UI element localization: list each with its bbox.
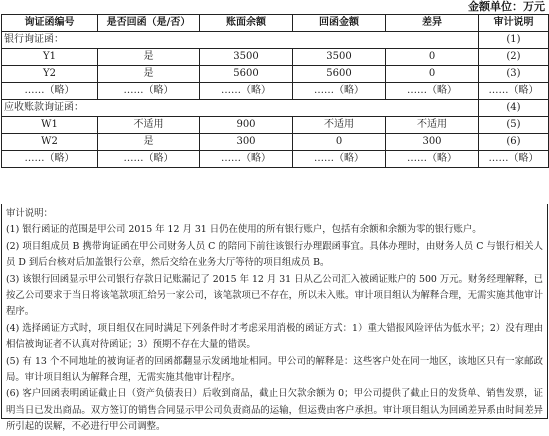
audit-note-item: (2) 项目组成员 B 携带询证函在甲公司财务人员 C 的陪同下前往该银行办理跟函事宜。具体办理时，由财务人员 C 与银行相关人员 D 到后台核对后加盖银行公章，然后交给在业务大厅等待的项目组成员 B。 xyxy=(6,240,543,269)
table-cell: 3500 xyxy=(200,49,293,66)
table-cell: Y2 xyxy=(2,66,98,83)
table-cell: ……（略） xyxy=(293,83,386,100)
table-cell: 0 xyxy=(386,49,479,66)
table-cell: ……（略） xyxy=(98,83,200,100)
table-cell: 5600 xyxy=(200,66,293,83)
section-note-bank: (1) xyxy=(479,32,549,49)
table-cell: 0 xyxy=(386,66,479,83)
table-cell: ……（略） xyxy=(293,151,386,168)
table-cell: ……（略） xyxy=(386,83,479,100)
table-row xyxy=(2,151,549,168)
table-cell: ……（略） xyxy=(200,151,293,168)
table-cell: ……（略） xyxy=(200,83,293,100)
table-row xyxy=(2,83,549,100)
table-cell: ……（略） xyxy=(386,151,479,168)
table-cell: 是 xyxy=(98,49,200,66)
section-label-bank: 银行询证函： xyxy=(2,32,479,49)
table-row xyxy=(2,49,549,66)
table-row xyxy=(2,66,549,83)
table-cell: 300 xyxy=(200,134,293,151)
table-cell: 是 xyxy=(98,134,200,151)
table-cell: W1 xyxy=(2,117,98,134)
header-difference: 差异 xyxy=(386,15,479,32)
audit-note-item: (3) 该银行回函显示甲公司银行存款日记账漏记了 2015 年 12 月 31 日从乙公司汇入被函证账户的 500 万元。财务经理解释，已按乙公司要求于当日将该笔款项汇给另一家公司，该笔款项已不存在，所以未入账。审计项目组认为解释合理，无需实施其他审计程序。 xyxy=(6,273,543,318)
table-cell: 是 xyxy=(98,66,200,83)
currency-unit-label: 金额单位：万元 xyxy=(468,0,545,13)
table-row xyxy=(2,117,549,134)
table-cell: 不适用 xyxy=(98,117,200,134)
table-row xyxy=(2,134,549,151)
table-header-row xyxy=(2,15,549,32)
table-cell: (6) xyxy=(479,134,549,151)
table-cell: (3) xyxy=(479,66,549,83)
table-cell: 0 xyxy=(293,134,386,151)
table-cell: (5) xyxy=(479,117,549,134)
table-cell: 不适用 xyxy=(386,117,479,134)
header-confirmation-no: 询证函编号 xyxy=(2,15,98,32)
header-replied: 是否回函（是/否） xyxy=(98,15,200,32)
section-row-bank xyxy=(2,32,549,49)
table-cell: 300 xyxy=(386,134,479,151)
section-row-receivables xyxy=(2,100,549,117)
table-cell: 5600 xyxy=(293,66,386,83)
table-cell: ……（略） xyxy=(479,151,549,168)
confirmation-table xyxy=(1,14,549,168)
table-cell: ……（略） xyxy=(2,83,98,100)
table-cell: ……（略） xyxy=(479,83,549,100)
audit-note-item: (1) 银行函证的范围是甲公司 2015 年 12 月 31 日仍在使用的所有银行账户，包括有余额和余额为零的银行账户。 xyxy=(6,224,482,236)
section-label-receivables: 应收账款询证函： xyxy=(2,100,479,117)
table-cell: 900 xyxy=(200,117,293,134)
audit-note-item: (6) 客户回函表明函证截止日（资产负债表日）后收到商品，截止日欠款余额为 0；甲公司提供了截止日的发货单、销售发票，证明当日已发出商品。双方签订的销售合同显示甲公司负责商品的运输，但运费由客户承担。审计项目组认为回函差异系由时间差异所引起的误解，不必进行甲公司调整。 xyxy=(6,388,543,433)
audit-notes-block xyxy=(1,204,548,433)
audit-note-item: (4) 选择函证方式时，项目组仅在同时满足下列条件时才考虑采用消极的函证方式：1）重大错报风险评估为低水平；2）没有理由相信被询证者不认真对待函证；3）预期不存在大量的错误。 xyxy=(6,322,543,351)
table-cell: 不适用 xyxy=(293,117,386,134)
table-cell: (2) xyxy=(479,49,549,66)
table-cell: Y1 xyxy=(2,49,98,66)
audit-note-item: (5) 有 13 个不同地址的被询证者的回函都翻显示发函地址相同。甲公司的解释是：这些客户处在同一地区，该地区只有一家邮政局。审计项目组认为解释合理，无需实施其他审计程序。 xyxy=(6,355,543,384)
header-book-balance: 账面余额 xyxy=(200,15,293,32)
header-audit-note: 审计说明 xyxy=(479,15,549,32)
header-reply-amount: 回函金额 xyxy=(293,15,386,32)
section-note-receivables: (4) xyxy=(479,100,549,117)
table-cell: ……（略） xyxy=(2,151,98,168)
table-cell: 3500 xyxy=(293,49,386,66)
audit-notes-heading: 审计说明： xyxy=(6,208,53,219)
table-cell: W2 xyxy=(2,134,98,151)
table-cell: ……（略） xyxy=(98,151,200,168)
